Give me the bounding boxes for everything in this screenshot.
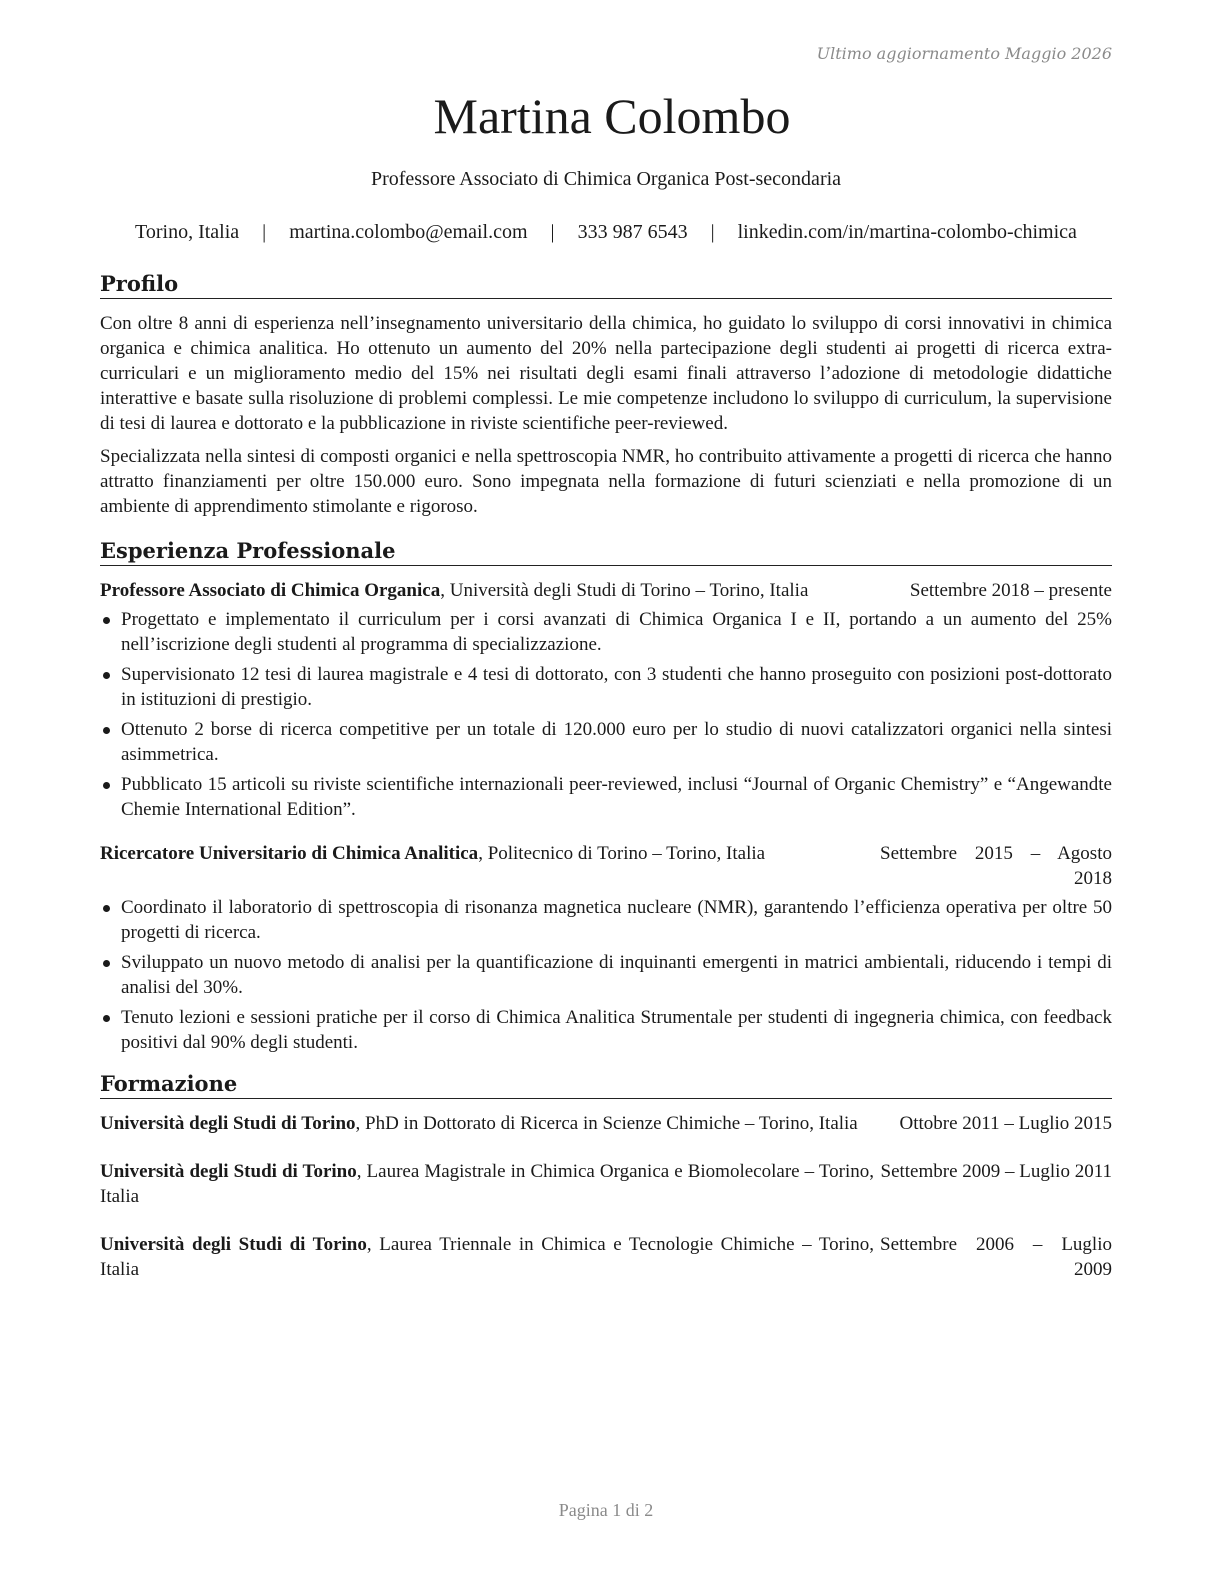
profile-paragraph: Con oltre 8 anni di esperienza nell’insegnamento universitario della chimica, ho guidato lo sviluppo di corsi innovativi in chimica organica e chimica analitica. Ho ottenuto un aumento del 20% nella partecipazione degli studenti ai progetti di ricerca extra-curriculari e un miglioramento medio del 15% nei risultati degli esami finali attraverso l’adozione di metodologie didattiche interattive e basate sulla risoluzione di problemi complessi. Le mie competenze includono lo sviluppo di curriculum, la supervisione di tesi di laurea e dottorato e la pubblicazione in riviste scientifiche peer-reviewed.	[100, 313, 1112, 434]
list-item: Tenuto lezioni e sessioni pratiche per il corso di Chimica Analitica Strumentale per studenti di ingegneria chimica, con feedback positivi dal 90% degli studenti.	[100, 1005, 1112, 1055]
contact-phone[interactable]: 333 987 6543	[577, 221, 688, 243]
job-dates: Settembre 2015 – Agosto 2018	[880, 843, 1112, 889]
job-title: Professore Associato di Chimica Organica Post-secondaria	[370, 168, 842, 190]
education-dates: Settembre 2006 – Luglio 2009	[880, 1234, 1112, 1280]
contact-linkedin[interactable]: linkedin.com/in/martina-colombo-chimica	[737, 221, 1077, 243]
list-item: Supervisionato 12 tesi di laurea magistrale e 4 tesi di dottorato, con 3 studenti che hanno proseguito con posizioni post-dottorato in istituzioni di prestigio.	[100, 662, 1112, 712]
job-place: , Politecnico di Torino – Torino, Italia	[478, 843, 766, 864]
contact-separator: |	[550, 221, 555, 243]
job-place: , Università degli Studi di Torino – Torino, Italia	[440, 580, 809, 601]
contact-separator: |	[262, 221, 267, 243]
education-item	[100, 1111, 1112, 1136]
list-item: Progettato e implementato il curriculum per i corsi avanzati di Chimica Organica I e II, portando a un aumento del 25% nell’iscrizione degli studenti al programma di specializzazione.	[100, 607, 1112, 657]
education-item	[100, 1159, 1112, 1209]
education-degree: , Laurea Magistrale in Chimica Organica e Biomolecolare – Torino, Italia	[100, 1161, 874, 1207]
contact-separator: |	[710, 221, 715, 243]
candidate-name: Martina Colombo	[433, 88, 791, 144]
education-school: Università degli Studi di Torino	[100, 1234, 367, 1255]
education-dates: Ottobre 2011 – Luglio 2015	[899, 1113, 1112, 1134]
job-role: Professore Associato di Chimica Organica	[100, 580, 441, 601]
resume-content	[100, 270, 1112, 1282]
education-dates: Settembre 2009 – Luglio 2011	[880, 1161, 1112, 1182]
last-updated: Ultimo aggiornamento Maggio 2026	[816, 44, 1112, 63]
job-header	[100, 578, 1112, 603]
education-degree: , Laurea Triennale in Chimica e Tecnologie Chimiche – Torino, Italia	[100, 1234, 874, 1280]
list-item: Pubblicato 15 articoli su riviste scientifiche internazionali peer-reviewed, inclusi “Journal of Organic Chemistry” e “Angewandte Chemie International Edition”.	[100, 772, 1112, 822]
list-item: Ottenuto 2 borse di ricerca competitive per un totale di 120.000 euro per lo studio di nuovi catalizzatori organici nella sintesi asimmetrica.	[100, 717, 1112, 767]
list-item: Coordinato il laboratorio di spettroscopia di risonanza magnetica nucleare (NMR), garantendo l’efficienza operativa per oltre 50 progetti di ricerca.	[100, 895, 1112, 945]
list-item: Sviluppato un nuovo metodo di analisi per la quantificazione di inquinanti emergenti in matrici ambientali, riducendo i tempi di analisi del 30%.	[100, 950, 1112, 1000]
contact-email[interactable]: martina.colombo@email.com	[289, 221, 528, 243]
job-bullet-list	[100, 895, 1112, 1055]
profile-paragraph: Specializzata nella sintesi di composti organici e nella spettroscopia NMR, ho contribuito attivamente a progetti di ricerca che hanno attratto finanziamenti per oltre 150.000 euro. Sono impegnata nella formazione di futuri scienziati e nella promozione di un ambiente di apprendimento stimolante e rigoroso.	[100, 446, 1112, 517]
section-title-education: Formazione	[100, 1070, 1112, 1099]
education-school: Università degli Studi di Torino	[100, 1161, 357, 1182]
page-number: Pagina 1 di 2	[558, 1500, 654, 1520]
job-header	[100, 841, 1112, 891]
job-dates: Settembre 2018 – presente	[909, 580, 1112, 601]
job-bullet-list	[100, 607, 1112, 822]
section-title-profile: Profilo	[100, 270, 1112, 299]
education-degree: , PhD in Dottorato di Ricerca in Scienze Chimiche – Torino, Italia	[355, 1113, 858, 1134]
education-item	[100, 1232, 1112, 1282]
education-school: Università degli Studi di Torino	[100, 1113, 356, 1134]
contact-line	[0, 218, 1212, 246]
contact-location: Torino, Italia	[135, 221, 240, 243]
job-role: Ricercatore Universitario di Chimica Analitica	[100, 843, 479, 864]
section-title-experience: Esperienza Professionale	[100, 537, 1112, 566]
